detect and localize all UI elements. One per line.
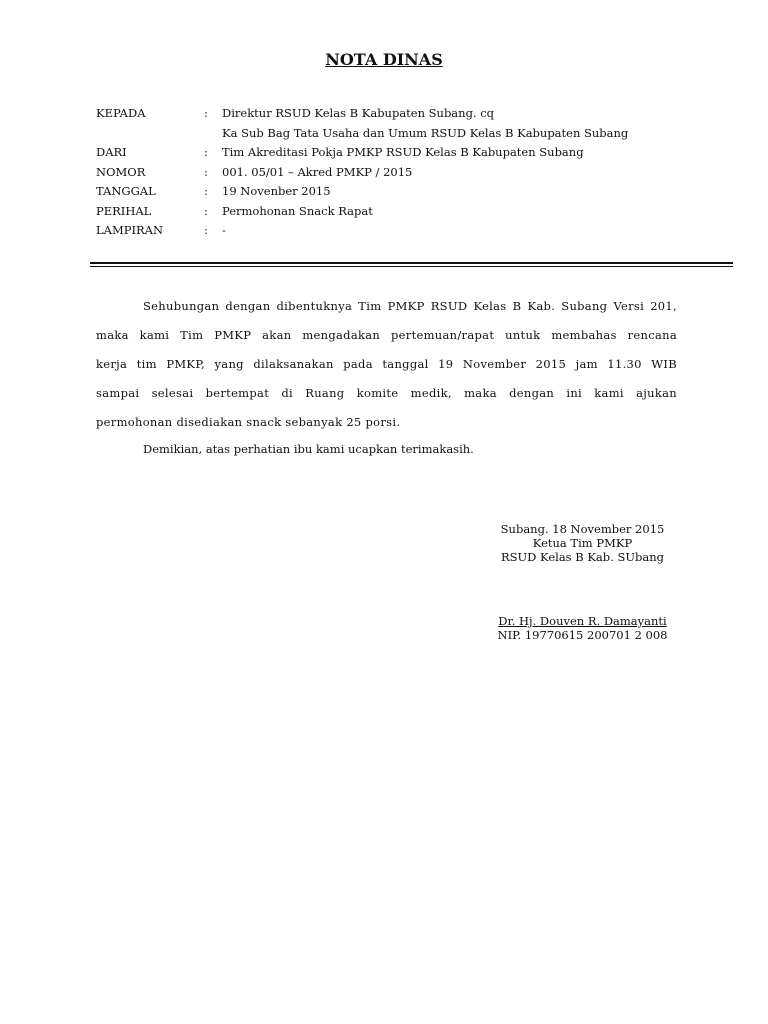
header-value: Tim Akreditasi Pokja PMKP RSUD Kelas B Kabupaten Subang	[222, 145, 584, 159]
signature-institution: RSUD Kelas B Kab. SUbang	[500, 550, 665, 564]
body-line: sampai selesai bertempat di Ruang komite medik, maka dengan ini kami ajukan	[96, 386, 677, 400]
header-label: NOMOR	[96, 165, 146, 179]
header-value: Ka Sub Bag Tata Usaha dan Umum RSUD Kelas B Kabupaten Subang	[222, 126, 629, 140]
signature-position: Ketua Tim PMKP	[532, 536, 633, 550]
header-label: TANGGAL	[96, 184, 156, 198]
body-line: Sehubungan dengan dibentuknya Tim PMKP RSUD Kelas B Kab. Subang Versi 201,	[143, 299, 677, 313]
body-line: permohonan disediakan snack sebanyak 25 porsi.	[96, 415, 401, 429]
divider-thick	[90, 262, 733, 264]
body-line: maka kami Tim PMKP akan mengadakan pertemuan/rapat untuk membahas rencana	[96, 328, 677, 342]
signature-name: Dr. Hj. Douven R. Damayanti	[498, 614, 667, 628]
body-line: kerja tim PMKP, yang dilaksanakan pada tanggal 19 November 2015 jam 11.30 WIB	[96, 357, 677, 371]
header-label: DARI	[96, 145, 127, 159]
header-colon: :	[204, 204, 208, 218]
closing-sentence: Demikian, atas perhatian ibu kami ucapkan terimakasih.	[143, 442, 474, 456]
header-colon: :	[204, 165, 208, 179]
header-colon: :	[204, 223, 208, 237]
divider-thin	[90, 266, 733, 267]
signature-place-date: Subang. 18 November 2015	[500, 522, 665, 536]
header-label: LAMPIRAN	[96, 223, 164, 237]
header-value: Direktur RSUD Kelas B Kabupaten Subang. cq	[222, 106, 495, 120]
header-label: KEPADA	[96, 106, 146, 120]
header-colon: :	[204, 184, 208, 198]
header-colon: :	[204, 106, 208, 120]
header-label: PERIHAL	[96, 204, 152, 218]
header-value: -	[222, 223, 226, 237]
header-value: 001. 05/01 – Akred PMKP / 2015	[222, 165, 413, 179]
header-value: Permohonan Snack Rapat	[222, 204, 373, 218]
signature-name-wrap	[480, 614, 685, 628]
body-paragraph	[96, 294, 677, 439]
signature-nip: NIP. 19770615 200701 2 008	[497, 628, 668, 642]
document-title: NOTA DINAS	[325, 50, 443, 69]
header-value: 19 Novenber 2015	[222, 184, 331, 198]
header-colon: :	[204, 145, 208, 159]
